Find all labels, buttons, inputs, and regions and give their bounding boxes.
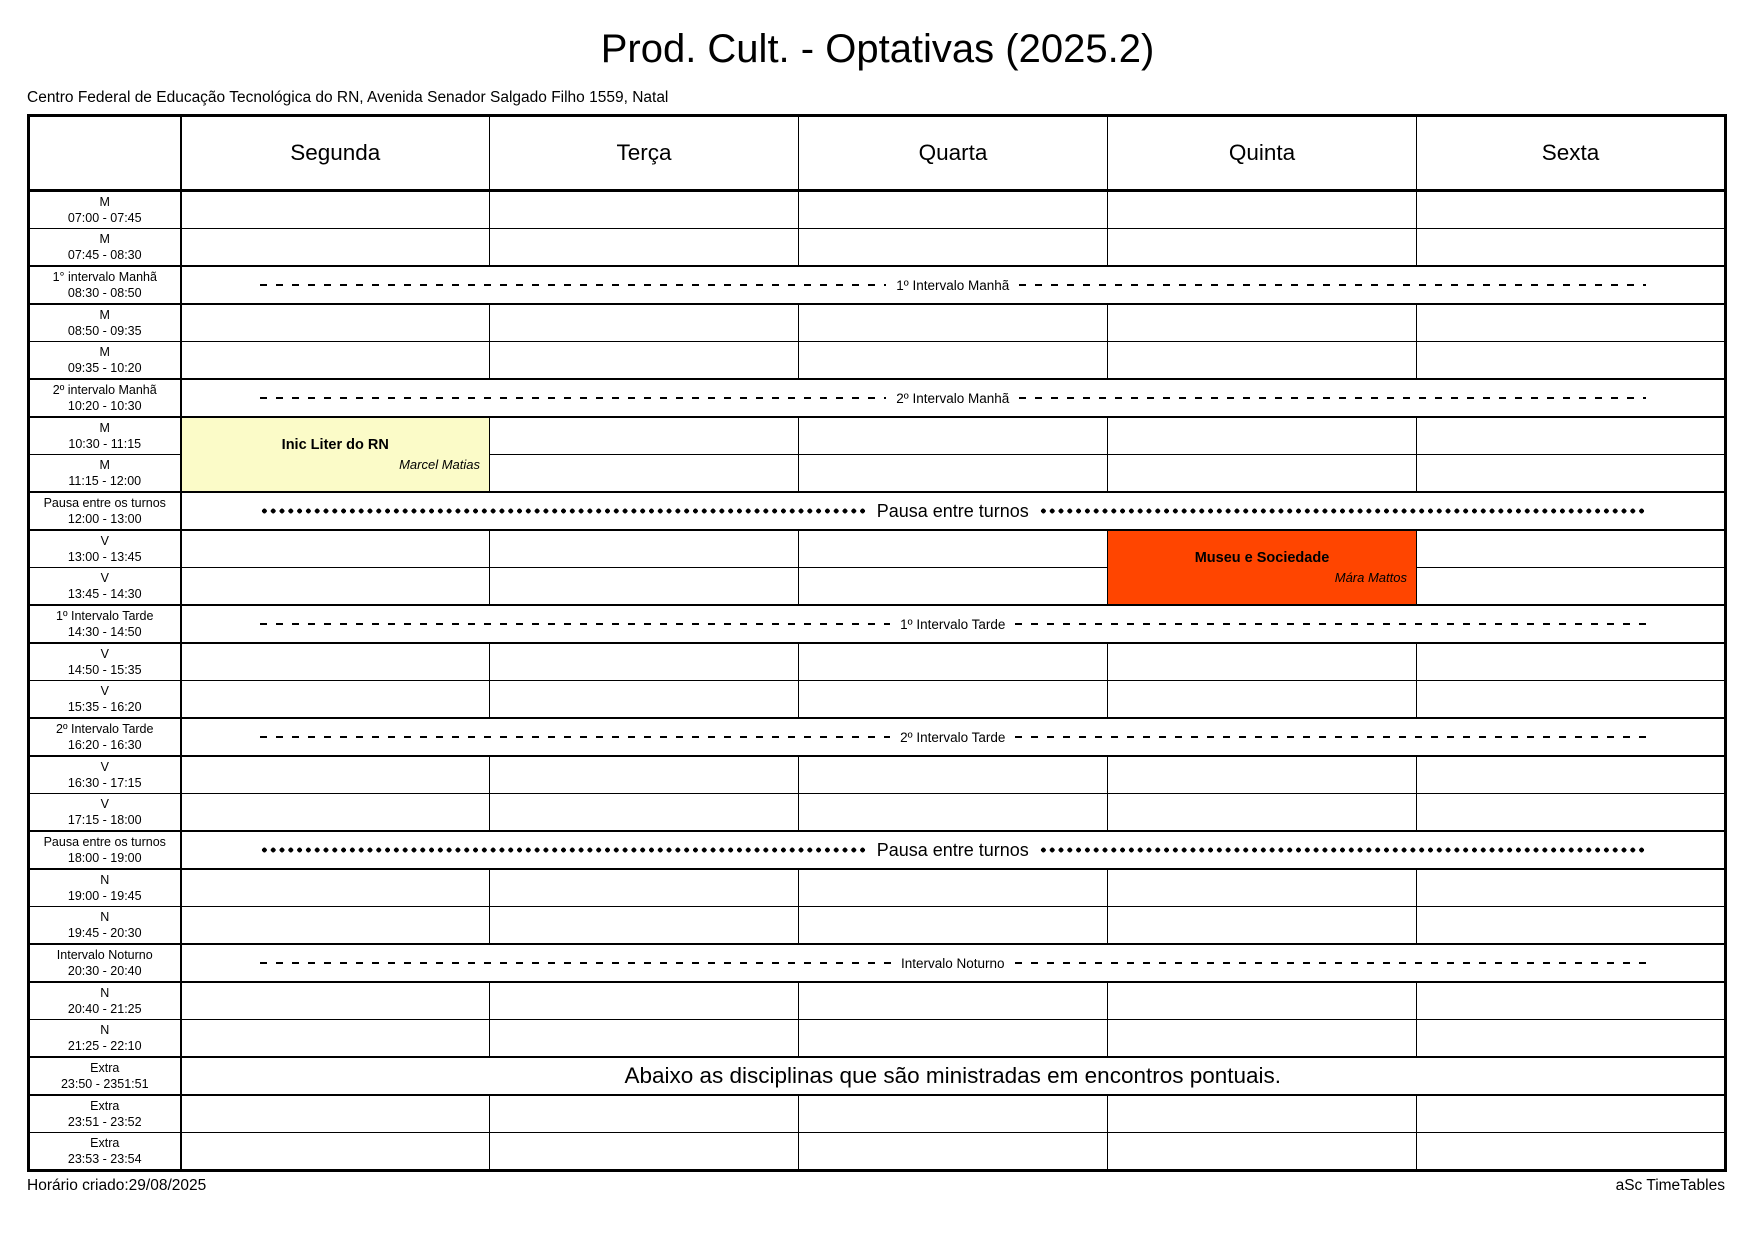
school-address: Centro Federal de Educação Tecnológica do RN, Avenida Senador Salgado Filho 1559, Natal xyxy=(27,89,669,106)
schedule-cell xyxy=(799,455,1108,493)
table-row xyxy=(29,530,1726,568)
interval-banner xyxy=(181,266,1726,304)
slot-period: M xyxy=(99,345,110,359)
slot-time: 17:15 - 18:00 xyxy=(67,813,142,827)
time-slot xyxy=(29,1095,181,1133)
schedule-cell xyxy=(799,756,1108,794)
schedule-cell xyxy=(181,1133,490,1171)
dashed-line xyxy=(1015,962,1646,964)
time-slot xyxy=(29,831,181,869)
asc-timetables-brand: aSc TimeTables xyxy=(1615,1177,1725,1194)
slot-period: M xyxy=(99,232,110,246)
dashed-line xyxy=(1019,284,1646,286)
schedule-cell xyxy=(1108,1133,1417,1171)
schedule-cell xyxy=(490,1095,799,1133)
slot-time: 14:50 - 15:35 xyxy=(67,663,142,677)
schedule-cell xyxy=(1417,1133,1726,1171)
schedule-cell xyxy=(1417,907,1726,945)
interval-label: 2º Intervalo Manhã xyxy=(896,390,1010,406)
schedule-cell xyxy=(490,982,799,1020)
slot-time: 07:00 - 07:45 xyxy=(67,211,142,225)
schedule-cell xyxy=(490,417,799,455)
schedule-cell xyxy=(1417,530,1726,568)
slot-time: 16:30 - 17:15 xyxy=(67,776,142,790)
footer xyxy=(27,1177,1725,1195)
schedule-cell xyxy=(181,1020,490,1058)
lesson-teacher: Marcel Matias xyxy=(399,456,480,472)
dashed-line xyxy=(260,397,887,399)
schedule-cell xyxy=(799,1133,1108,1171)
slot-time: 23:51 - 23:52 xyxy=(67,1115,142,1129)
schedule-cell xyxy=(1417,229,1726,267)
schedule-cell xyxy=(799,530,1108,568)
slot-time: 20:40 - 21:25 xyxy=(67,1002,142,1016)
dotted-line xyxy=(260,508,867,514)
schedule-cell xyxy=(799,1095,1108,1133)
time-slot xyxy=(29,718,181,756)
schedule-cell xyxy=(490,304,799,342)
dotted-line xyxy=(1039,847,1646,853)
slot-time: 12:00 - 13:00 xyxy=(67,512,142,526)
slot-time: 09:35 - 10:20 xyxy=(67,361,142,375)
time-slot xyxy=(29,944,181,982)
slot-time: 14:30 - 14:50 xyxy=(67,625,142,639)
schedule-cell xyxy=(181,342,490,380)
interval-row xyxy=(29,718,1726,756)
interval-row xyxy=(29,266,1726,304)
schedule-cell xyxy=(490,794,799,832)
schedule-cell xyxy=(490,568,799,606)
slot-period: M xyxy=(99,458,110,472)
schedule-cell xyxy=(490,643,799,681)
schedule-cell xyxy=(181,530,490,568)
schedule-cell xyxy=(490,1020,799,1058)
interval-label: 1º Intervalo Manhã xyxy=(896,277,1010,293)
slot-time: 15:35 - 16:20 xyxy=(67,700,142,714)
schedule-cell xyxy=(799,417,1108,455)
slot-period: Intervalo Noturno xyxy=(56,948,153,962)
corner-cell xyxy=(29,116,181,191)
table-row xyxy=(29,229,1726,267)
schedule-cell xyxy=(1417,417,1726,455)
note-banner xyxy=(181,1057,1726,1095)
day-header-sexta: Sexta xyxy=(1417,116,1726,191)
dashed-line xyxy=(260,623,891,625)
lesson-cell-museu-e-sociedade xyxy=(1108,530,1417,605)
slot-period: N xyxy=(100,986,110,1000)
time-slot xyxy=(29,492,181,530)
schedule-cell xyxy=(490,191,799,229)
table-row xyxy=(29,568,1726,606)
interval-banner xyxy=(181,605,1726,643)
interval-row xyxy=(29,944,1726,982)
schedule-cell xyxy=(1108,907,1417,945)
schedule-cell xyxy=(1108,191,1417,229)
schedule-cell xyxy=(799,1020,1108,1058)
time-slot xyxy=(29,982,181,1020)
time-slot xyxy=(29,869,181,907)
time-slot xyxy=(29,1020,181,1058)
slot-period: M xyxy=(99,308,110,322)
time-slot xyxy=(29,568,181,606)
table-row xyxy=(29,304,1726,342)
time-slot xyxy=(29,304,181,342)
schedule-cell xyxy=(1108,304,1417,342)
slot-time: 10:30 - 11:15 xyxy=(68,437,142,451)
lesson-cell-inic-liter-do-rn xyxy=(181,417,490,492)
day-header-quarta: Quarta xyxy=(799,116,1108,191)
time-slot xyxy=(29,455,181,493)
schedule-cell xyxy=(181,982,490,1020)
schedule-cell xyxy=(1417,869,1726,907)
schedule-cell xyxy=(799,681,1108,719)
schedule-cell xyxy=(1108,417,1417,455)
dashed-line xyxy=(260,962,891,964)
schedule-cell xyxy=(1108,1020,1417,1058)
schedule-cell xyxy=(1108,229,1417,267)
time-slot xyxy=(29,1133,181,1171)
table-row xyxy=(29,982,1726,1020)
schedule-cell xyxy=(490,455,799,493)
schedule-cell xyxy=(181,304,490,342)
slot-period: 2º intervalo Manhã xyxy=(52,383,157,397)
schedule-cell xyxy=(1108,756,1417,794)
slot-period: Pausa entre os turnos xyxy=(43,496,166,510)
time-slot xyxy=(29,681,181,719)
day-header-segunda: Segunda xyxy=(181,116,490,191)
schedule-cell xyxy=(1417,304,1726,342)
time-slot xyxy=(29,266,181,304)
slot-time: 18:00 - 19:00 xyxy=(67,851,142,865)
table-row xyxy=(29,342,1726,380)
schedule-cell xyxy=(181,643,490,681)
note-row xyxy=(29,1057,1726,1095)
slot-period: Pausa entre os turnos xyxy=(43,835,166,849)
interval-banner xyxy=(181,718,1726,756)
slot-period: V xyxy=(100,760,109,774)
schedule-cell xyxy=(799,794,1108,832)
day-header-quinta: Quinta xyxy=(1108,116,1417,191)
interval-row xyxy=(29,605,1726,643)
schedule-cell xyxy=(181,229,490,267)
pause-row xyxy=(29,831,1726,869)
schedule-cell xyxy=(1417,342,1726,380)
interval-label: Intervalo Noturno xyxy=(900,955,1005,971)
slot-period: N xyxy=(100,910,110,924)
schedule-cell xyxy=(490,756,799,794)
schedule-cell xyxy=(1108,982,1417,1020)
schedule-cell xyxy=(490,681,799,719)
table-row xyxy=(29,417,1726,455)
time-slot xyxy=(29,342,181,380)
schedule-cell xyxy=(1417,794,1726,832)
slot-time: 19:45 - 20:30 xyxy=(67,926,142,940)
schedule-cell xyxy=(181,1095,490,1133)
time-slot xyxy=(29,794,181,832)
dashed-line xyxy=(260,736,891,738)
table-row xyxy=(29,869,1726,907)
time-slot xyxy=(29,229,181,267)
schedule-cell xyxy=(799,907,1108,945)
table-row xyxy=(29,794,1726,832)
dashed-line xyxy=(1015,623,1646,625)
note-text: Abaixo as disciplinas que são ministradas em encontros pontuais. xyxy=(624,1063,1282,1088)
schedule-cell xyxy=(181,869,490,907)
slot-time: 07:45 - 08:30 xyxy=(67,248,142,262)
schedule-cell xyxy=(799,304,1108,342)
slot-period: V xyxy=(100,797,109,811)
page-title: Prod. Cult. - Optativas (2025.2) xyxy=(600,27,1155,71)
dashed-line xyxy=(1015,736,1646,738)
schedule-cell xyxy=(181,191,490,229)
schedule-cell xyxy=(490,907,799,945)
schedule-cell xyxy=(490,229,799,267)
slot-period: 2º Intervalo Tarde xyxy=(56,722,154,736)
schedule-cell xyxy=(1417,191,1726,229)
slot-period: Extra xyxy=(90,1099,120,1113)
schedule-cell xyxy=(799,229,1108,267)
slot-period: Extra xyxy=(90,1061,120,1075)
slot-time: 21:25 - 22:10 xyxy=(67,1039,142,1053)
interval-banner xyxy=(181,944,1726,982)
lesson-subject: Inic Liter do RN xyxy=(281,436,389,453)
dotted-line xyxy=(1039,508,1646,514)
lesson-teacher: Mára Mattos xyxy=(1334,569,1407,585)
slot-time: 10:20 - 10:30 xyxy=(67,399,142,413)
slot-time: 23:50 - 2351:51 xyxy=(60,1077,149,1091)
slot-period: M xyxy=(99,421,110,435)
day-header-row xyxy=(29,116,1726,191)
schedule-cell xyxy=(799,191,1108,229)
schedule-cell xyxy=(1417,982,1726,1020)
created-date: Horário criado:29/08/2025 xyxy=(27,1177,207,1194)
schedule-cell xyxy=(1108,342,1417,380)
schedule-cell xyxy=(799,869,1108,907)
table-row xyxy=(29,643,1726,681)
slot-period: V xyxy=(100,647,109,661)
table-row xyxy=(29,756,1726,794)
slot-period: V xyxy=(100,571,109,585)
slot-time: 20:30 - 20:40 xyxy=(67,964,142,978)
schedule-cell xyxy=(490,530,799,568)
pause-label: Pausa entre turnos xyxy=(876,839,1029,860)
slot-time: 08:30 - 08:50 xyxy=(67,286,142,300)
dashed-line xyxy=(1019,397,1646,399)
table-row xyxy=(29,1133,1726,1171)
schedule-cell xyxy=(1108,681,1417,719)
schedule-cell xyxy=(181,794,490,832)
slot-period: N xyxy=(100,873,110,887)
schedule-cell xyxy=(490,342,799,380)
lesson-subject: Museu e Sociedade xyxy=(1194,549,1330,566)
table-row xyxy=(29,681,1726,719)
interval-label: 1º Intervalo Tarde xyxy=(900,616,1006,632)
schedule-cell xyxy=(799,982,1108,1020)
interval-label: 2º Intervalo Tarde xyxy=(900,729,1006,745)
slot-time: 16:20 - 16:30 xyxy=(67,738,142,752)
schedule-cell xyxy=(181,568,490,606)
slot-period: Extra xyxy=(90,1136,120,1150)
dotted-line xyxy=(260,847,867,853)
interval-banner xyxy=(181,379,1726,417)
time-slot xyxy=(29,907,181,945)
schedule-cell xyxy=(490,1133,799,1171)
schedule-cell xyxy=(1108,455,1417,493)
schedule-cell xyxy=(1108,643,1417,681)
slot-time: 19:00 - 19:45 xyxy=(67,889,142,903)
schedule-cell xyxy=(181,907,490,945)
slot-period: M xyxy=(99,195,110,209)
table-row xyxy=(29,907,1726,945)
schedule-cell xyxy=(1108,869,1417,907)
slot-period: 1° intervalo Manhã xyxy=(52,270,157,284)
slot-time: 08:50 - 09:35 xyxy=(67,324,142,338)
time-slot xyxy=(29,643,181,681)
pause-row xyxy=(29,492,1726,530)
schedule-cell xyxy=(1417,568,1726,606)
schedule-cell xyxy=(490,869,799,907)
schedule-cell xyxy=(1417,681,1726,719)
schedule-cell xyxy=(799,568,1108,606)
time-slot xyxy=(29,530,181,568)
schedule-cell xyxy=(1108,1095,1417,1133)
time-slot xyxy=(29,417,181,455)
schedule-cell xyxy=(1108,794,1417,832)
slot-period: V xyxy=(100,534,109,548)
schedule-cell xyxy=(181,681,490,719)
table-row xyxy=(29,191,1726,229)
time-slot xyxy=(29,1057,181,1095)
schedule-cell xyxy=(1417,1095,1726,1133)
schedule-cell xyxy=(799,643,1108,681)
schedule-cell xyxy=(1417,643,1726,681)
schedule-cell xyxy=(1417,756,1726,794)
day-header-terca: Terça xyxy=(490,116,799,191)
pause-banner xyxy=(181,831,1726,869)
slot-period: V xyxy=(100,684,109,698)
pause-banner xyxy=(181,492,1726,530)
table-row xyxy=(29,1020,1726,1058)
time-slot xyxy=(29,191,181,229)
schedule-cell xyxy=(1417,1020,1726,1058)
slot-time: 13:45 - 14:30 xyxy=(67,587,142,601)
pause-label: Pausa entre turnos xyxy=(876,500,1029,521)
time-slot xyxy=(29,379,181,417)
interval-row xyxy=(29,379,1726,417)
timetable-grid xyxy=(27,114,1727,1172)
slot-period: N xyxy=(100,1023,110,1037)
dashed-line xyxy=(260,284,887,286)
slot-period: 1º Intervalo Tarde xyxy=(56,609,154,623)
slot-time: 13:00 - 13:45 xyxy=(67,550,142,564)
schedule-cell xyxy=(1417,455,1726,493)
schedule-cell xyxy=(181,756,490,794)
time-slot xyxy=(29,756,181,794)
schedule-cell xyxy=(799,342,1108,380)
table-row xyxy=(29,1095,1726,1133)
slot-time: 11:15 - 12:00 xyxy=(68,474,142,488)
time-slot xyxy=(29,605,181,643)
slot-time: 23:53 - 23:54 xyxy=(67,1152,142,1166)
